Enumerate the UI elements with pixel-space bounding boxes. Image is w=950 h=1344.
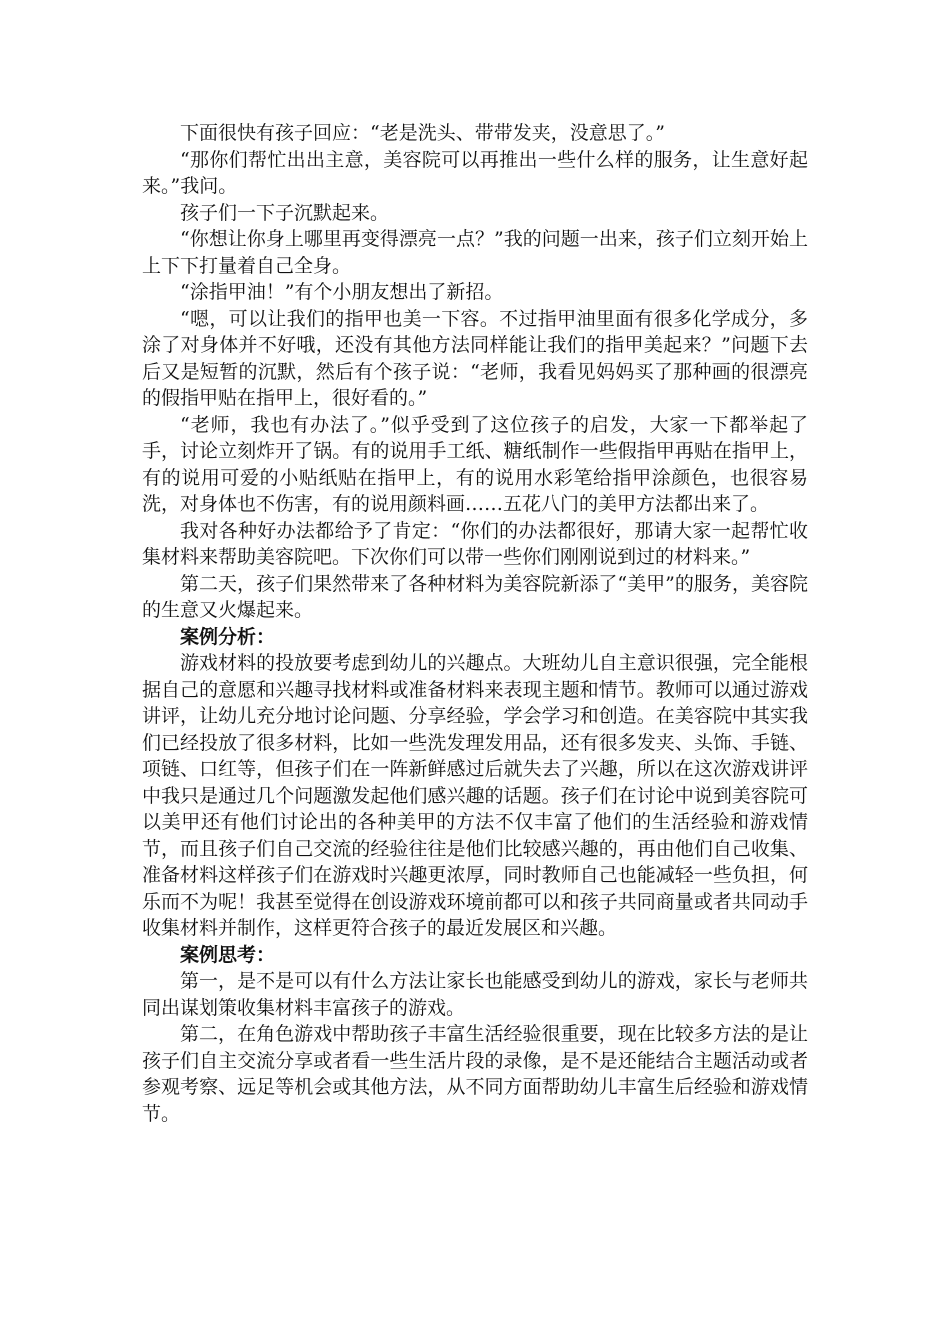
- story-paragraph-9: 第二天，孩子们果然带来了各种材料为美容院新添了“美甲”的服务，美容院的生意又火爆起来。: [142, 572, 808, 621]
- story-paragraph-2: “那你们帮忙出出主意，美容院可以再推出一些什么样的服务，让生意好起来。”我问。: [142, 148, 808, 197]
- reflection-heading: 案例思考：: [180, 943, 276, 966]
- story-paragraph-6: “嗯，可以让我们的指甲也美一下容。不过指甲油里面有很多化学成分，多涂了对身体并不好哦，还没有其他方法同样能让我们的指甲美起来？”问题下去后又是短暂的沉默，然后有个孩子说：“老师，我看见妈妈买了那种画的很漂亮的假指甲贴在指甲上，很好看的。”: [142, 307, 808, 409]
- reflection-point-1: 第一，是不是可以有什么方法让家长也能感受到幼儿的游戏，家长与老师共同出谋划策收集材料丰富孩子的游戏。: [142, 970, 808, 1019]
- story-paragraph-8: 我对各种好办法都给予了肯定：“你们的办法都很好，那请大家一起帮忙收集材料来帮助美容院吧。下次你们可以带一些你们刚刚说到过的材料来。”: [142, 519, 808, 568]
- reflection-point-2: 第二，在角色游戏中帮助孩子丰富生活经验很重要，现在比较多方法的是让孩子们自主交流分享或者看一些生活片段的录像，是不是还能结合主题活动或者参观考察、远足等机会或其他方法，从不同方面帮助幼儿丰富生后经验和游戏情节。: [142, 1023, 808, 1125]
- story-paragraph-1: 下面很快有孩子回应：“老是洗头、带带发夹，没意思了。”: [180, 122, 665, 144]
- analysis-paragraph: 游戏材料的投放要考虑到幼儿的兴趣点。大班幼儿自主意识很强，完全能根据自己的意愿和兴趣寻找材料或准备材料来表现主题和情节。教师可以通过游戏讲评，让幼儿充分地讨论问题、分享经验，学会学习和创造。在美容院中其实我们已经投放了很多材料，比如一些洗发理发用品，还有很多发夹、头饰、手链、项链、口红等，但孩子们在一阵新鲜感过后就失去了兴趣，所以在这次游戏讲评中我只是通过几个问题激发起他们感兴趣的话题。孩子们在讨论中说到美容院可以美甲还有他们讨论出的各种美甲的方法不仅丰富了他们的生活经验和游戏情节，而且孩子们自己交流的经验往往是他们比较感兴趣的，再由他们自己收集、准备材料这样孩子们在游戏时兴趣更浓厚，同时教师自己也能减轻一些负担，何乐而不为呢！我甚至觉得在创设游戏环境前都可以和孩子共同商量或者共同动手收集材料并制作，这样更符合孩子的最近发展区和兴趣。: [142, 652, 808, 939]
- story-paragraph-4: “你想让你身上哪里再变得漂亮一点？”我的问题一出来，孩子们立刻开始上上下下打量着自己全身。: [142, 228, 808, 277]
- analysis-heading: 案例分析：: [180, 625, 276, 648]
- story-paragraph-7: “老师，我也有办法了。”似乎受到了这位孩子的启发，大家一下都举起了手，讨论立刻炸开了锅。有的说用手工纸、糖纸制作一些假指甲再贴在指甲上，有的说用可爱的小贴纸贴在指甲上，有的说用水彩笔给指甲涂颜色，也很容易洗，对身体也不伤害，有的说用颜料画……五花八门的美甲方法都出来了。: [142, 413, 808, 515]
- story-paragraph-3: 孩子们一下子沉默起来。: [180, 201, 390, 224]
- document-page: [142, 120, 808, 1127]
- story-paragraph-5: “涂指甲油！”有个小朋友想出了新招。: [180, 281, 504, 303]
